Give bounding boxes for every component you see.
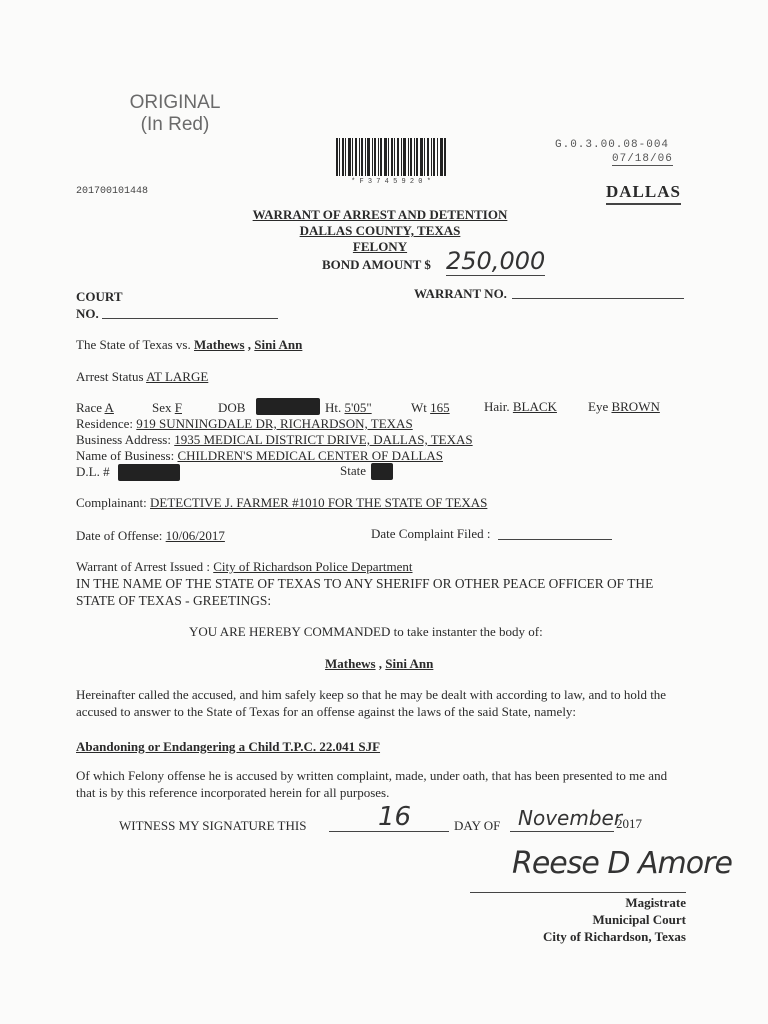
eye-label: Eye xyxy=(588,399,612,414)
date-of-offense xyxy=(76,528,225,544)
magistrate-signature: Reese D Amore xyxy=(512,846,732,881)
witness-month: November xyxy=(518,806,623,830)
title-line-3: FELONY xyxy=(352,239,408,254)
felony-text: Of which Felony offense he is accused by written complaint, made, under oath, that has been presented to me and that is by this reference incorporated herein for all purposes. xyxy=(76,768,668,800)
witness-month-line xyxy=(510,831,614,832)
complainant-value: DETECTIVE J. FARMER #1010 FOR THE STATE OF TEXAS xyxy=(150,495,488,510)
eye-value: BROWN xyxy=(611,399,660,414)
caption-first-name: Sini Ann xyxy=(254,337,303,352)
complainant xyxy=(76,495,487,511)
height-value: 5'05" xyxy=(344,400,372,415)
witness-label: WITNESS MY SIGNATURE THIS xyxy=(119,818,307,833)
dl-state-label: State xyxy=(340,463,366,478)
court-no-label: NO. xyxy=(76,306,99,321)
sex-value: F xyxy=(174,400,182,415)
dl-state-redaction xyxy=(371,463,393,480)
form-date: 07/18/06 xyxy=(612,153,673,165)
residence xyxy=(76,416,413,432)
weight-field xyxy=(411,400,450,416)
business-address-label: Business Address: xyxy=(76,432,175,447)
sex-label: Sex xyxy=(152,400,175,415)
business-address xyxy=(76,432,473,448)
issued-label: Warrant of Arrest Issued : xyxy=(76,559,214,574)
stamp-line-original: ORIGINAL xyxy=(129,92,221,113)
hair-value: BLACK xyxy=(512,399,557,414)
issued-value: City of Richardson Police Department xyxy=(213,559,413,574)
accused-name xyxy=(325,656,433,672)
residence-value: 919 SUNNINGDALE DR, RICHARDSON, TEXAS xyxy=(136,416,413,431)
day-of-label: DAY OF xyxy=(454,818,501,833)
accused-first-name: Sini Ann xyxy=(385,656,434,671)
warrant-no-label: WARRANT NO. xyxy=(414,286,507,301)
signature-line xyxy=(470,892,686,893)
offense-date-label: Date of Offense: xyxy=(76,528,166,543)
command-text: YOU ARE HEREBY COMMANDED to take instanter the body of: xyxy=(189,624,543,639)
eye-field xyxy=(588,399,660,415)
dob-field xyxy=(218,400,245,416)
magistrate-block xyxy=(543,894,686,945)
accused-last-name: Mathews xyxy=(325,656,376,671)
race-field xyxy=(76,400,114,416)
bond-label: BOND AMOUNT $ xyxy=(322,257,431,272)
business-address-value: 1935 MEDICAL DISTRICT DRIVE, DALLAS, TEXAS xyxy=(174,432,473,447)
sex-field xyxy=(152,400,182,416)
greeting: IN THE NAME OF THE STATE OF TEXAS TO ANY SHERIFF OR OTHER PEACE OFFICER OF THE STATE OF TEXAS - GREETINGS: xyxy=(76,576,654,608)
county-header: DALLAS xyxy=(606,182,681,205)
weight-label: Wt xyxy=(411,400,431,415)
caption-prefix: The State of Texas vs. xyxy=(76,337,194,352)
court-label: COURT xyxy=(76,289,123,304)
barcode-caption: * F 3 7 4 5 9 2 0 * xyxy=(351,178,431,186)
residence-label: Residence: xyxy=(76,416,137,431)
stamp-line-in-red: (In Red) xyxy=(140,114,210,135)
title-line-1: WARRANT OF ARREST AND DETENTION xyxy=(252,207,508,222)
hair-label: Hair. xyxy=(484,399,513,414)
height-field xyxy=(325,400,372,416)
case-caption xyxy=(76,337,302,353)
hereinafter-text: Hereinafter called the accused, and him safely keep so that he may be dealt with according to law, and to hold the accused to answer to the State of Texas for an offense against the laws of the said State, namely: xyxy=(76,687,667,719)
complaint-filed-line xyxy=(498,539,612,540)
magistrate-title: Magistrate xyxy=(625,895,686,910)
arrest-status-label: Arrest Status xyxy=(76,369,147,384)
hair-field xyxy=(484,399,557,415)
form-code: G.0.3.00.08-004 xyxy=(555,139,670,151)
witness-day: 16 xyxy=(378,802,412,832)
barcode-bars xyxy=(336,138,446,176)
caption-last-name: Mathews xyxy=(194,337,245,352)
weight-value: 165 xyxy=(430,400,450,415)
race-label: Race xyxy=(76,400,105,415)
accused-sep: , xyxy=(375,656,386,671)
magistrate-court: Municipal Court xyxy=(592,912,686,927)
title-line-2: DALLAS COUNTY, TEXAS xyxy=(299,223,461,238)
barcode xyxy=(336,138,446,186)
arrest-status xyxy=(76,369,208,385)
bond-amount: 250,000 xyxy=(446,247,546,275)
business-name-value: CHILDREN'S MEDICAL CENTER OF DALLAS xyxy=(177,448,443,463)
dob-label: DOB xyxy=(218,400,246,415)
business-name-label: Name of Business: xyxy=(76,448,178,463)
caption-sep: , xyxy=(244,337,255,352)
warrant-no-line xyxy=(512,298,684,299)
offense-date-value: 10/06/2017 xyxy=(165,528,225,543)
complainant-label: Complainant: xyxy=(76,495,151,510)
court-no-line xyxy=(102,318,278,319)
original-stamp xyxy=(120,92,230,136)
offense-name: Abandoning or Endangering a Child T.P.C. 22.041 SJF xyxy=(76,739,381,754)
dob-redaction xyxy=(256,398,320,415)
business-name xyxy=(76,448,443,464)
dl-redaction xyxy=(118,464,180,481)
complaint-filed-label: Date Complaint Filed : xyxy=(371,526,491,541)
warrant-issued xyxy=(76,559,413,575)
height-label: Ht. xyxy=(325,400,345,415)
witness-year: 2017 xyxy=(616,816,642,831)
race-value: A xyxy=(104,400,114,415)
magistrate-city: City of Richardson, Texas xyxy=(542,929,686,944)
dl-label: D.L. # xyxy=(76,464,110,479)
case-id: 201700101448 xyxy=(76,186,149,197)
arrest-status-value: AT LARGE xyxy=(146,369,209,384)
